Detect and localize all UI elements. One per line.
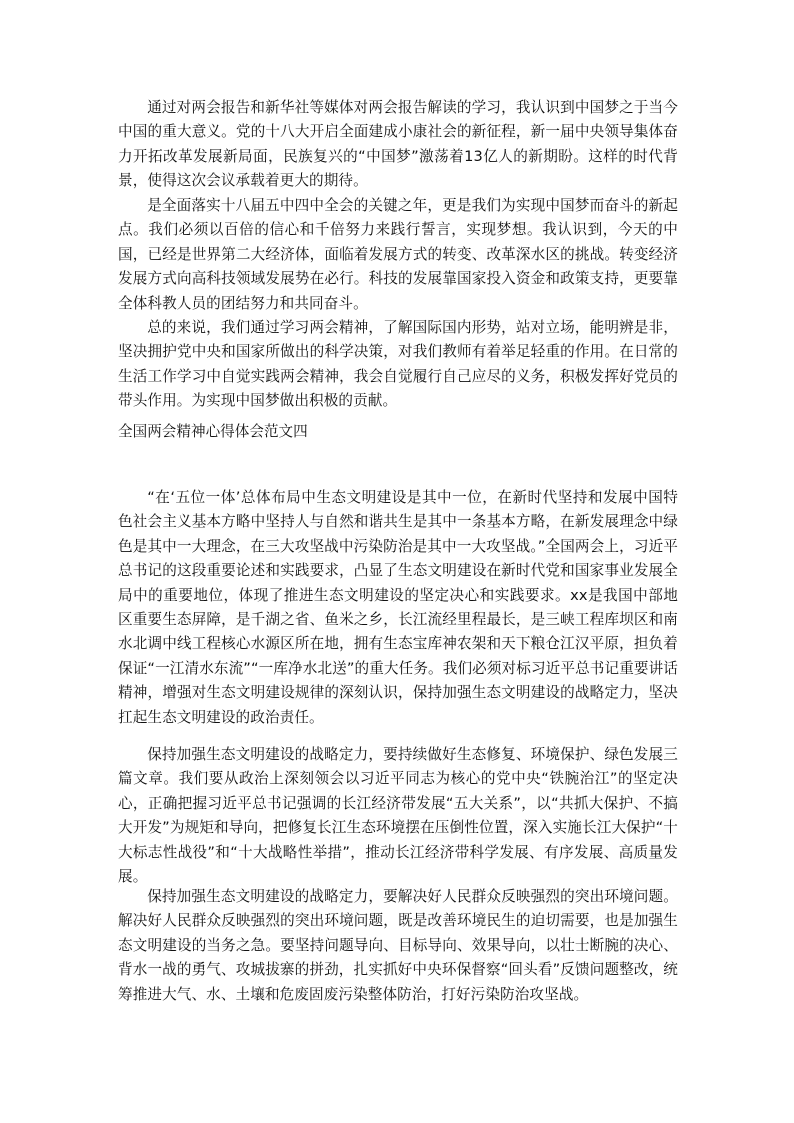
paragraph: 总的来说，我们通过学习两会精神，了解国际国内形势，站对立场，能明辨是非，坚决拥护党中央和国家所做出的科学决策，对我们教师有着举足轻重的作用。在日常的生活工作学习中自觉实践两会精神，我会自觉履行自己应尽的义务，积极发挥好党员的带头作用。为实现中国梦做出积极的贡献。	[118, 319, 678, 410]
paragraph: “在‘五位一体’总体布局中生态文明建设是其中一位，在新时代坚持和发展中国特色社会主义基本方略中坚持人与自然和谐共生是其中一条基本方略，在新发展理念中绿色是其中一大理念，在三大攻坚战中污染防治是其中一大攻坚战。”全国两会上，习近平总书记的这段重要论述和实践要求，凸显了生态文明建设在新时代党和国家事业发展全局中的重要地位，体现了推进生态文明建设的坚定决心和实践要求。xx是我国中部地区重要生态屏障，是千湖之省、鱼米之乡，长江流经里程最长，是三峡工程库坝区和南水北调中线工程核心水源区所在地，拥有生态宝库神农架和天下粮仓江汉平原，担负着保证“一江清水东流”“一库净水北送”的重大任务。我们必须对标习近平总书记重要讲话精神，增强对生态文明建设规律的深刻认识，保持加强生态文明建设的战略定力，坚决扛起生态文明建设的政治责任。	[118, 489, 678, 726]
section-heading: 全国两会精神心得体会范文四	[118, 423, 308, 440]
paragraph: 保持加强生态文明建设的战略定力，要持续做好生态修复、环境保护、绿色发展三篇文章。我们要从政治上深刻领会以习近平同志为核心的党中央“铁腕治江”的坚定决心，正确把握习近平总书记强调的长江经济带发展“五大关系”，以“共抓大保护、不搞大开发”为规矩和导向，把修复长江生态环境摆在压倒性位置，深入实施长江大保护“十大标志性战役”和“十大战略性举措”，推动长江经济带科学发展、有序发展、高质量发展。	[118, 746, 678, 886]
paragraph: 通过对两会报告和新华社等媒体对两会报告解读的学习，我认识到中国梦之于当今中国的重大意义。党的十八大开启全面建成小康社会的新征程，新一届中央领导集体奋力开拓改革发展新局面，民族复兴的“中国梦”激荡着13亿人的新期盼。这样的时代背景，使得这次会议承载着更大的期待。	[118, 99, 678, 190]
paragraph: 保持加强生态文明建设的战略定力，要解决好人民群众反映强烈的突出环境问题。解决好人民群众反映强烈的突出环境问题，既是改善环境民生的迫切需要，也是加强生态文明建设的当务之急。要坚持问题导向、目标导向、效果导向，以壮士断腕的决心、背水一战的勇气、攻城拔寨的拼劲，扎实抓好中央环保督察“回头看”反馈问题整改，统筹推进大气、水、土壤和危废固废污染整体防治，打好污染防治攻坚战。	[118, 888, 678, 1003]
paragraph: 是全面落实十八届五中四中全会的关键之年，更是我们为实现中国梦而奋斗的新起点。我们必须以百倍的信心和千倍努力来践行誓言，实现梦想。我认识到，今天的中国，已经是世界第二大经济体，面临着发展方式的转变、改革深水区的挑战。转变经济发展方式向高科技领域发展势在必行。科技的发展靠国家投入资金和政策支持，更要靠全体科教人员的团结努力和共同奋斗。	[118, 197, 678, 312]
